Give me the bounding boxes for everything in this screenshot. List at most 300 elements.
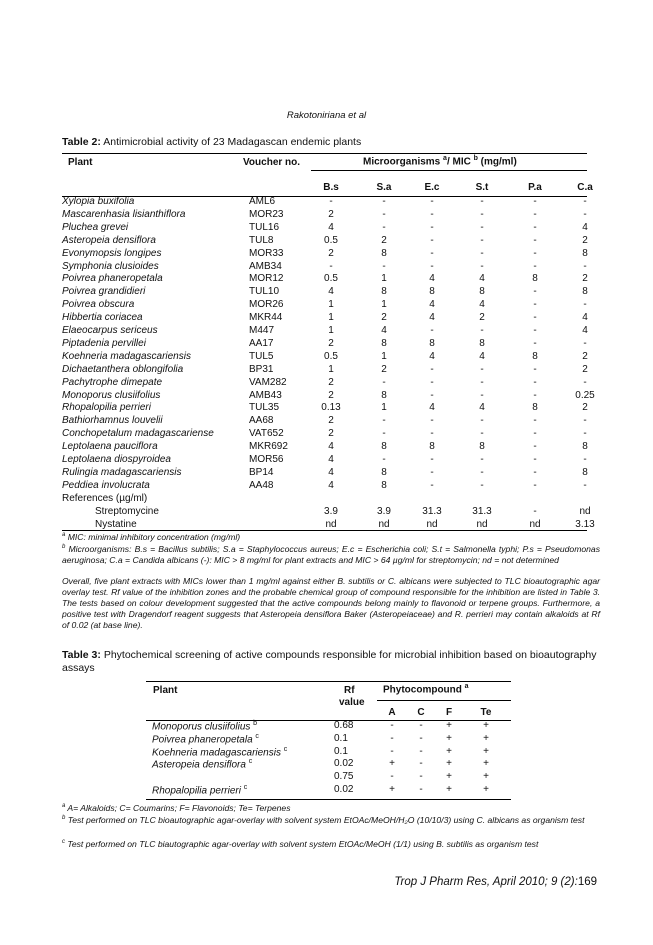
mic-value: 4 bbox=[479, 299, 485, 311]
table3-column-headers bbox=[152, 707, 512, 720]
phytocompound-result: - bbox=[419, 720, 423, 731]
voucher-no: VAM282 bbox=[249, 376, 287, 388]
phytocompound-result: - bbox=[419, 745, 423, 757]
reference-value: nd bbox=[426, 518, 438, 530]
mic-value: - bbox=[430, 247, 434, 259]
phytocompound-result: + bbox=[446, 771, 452, 783]
mic-value: 4 bbox=[429, 273, 435, 285]
phytocompound-result: + bbox=[483, 745, 489, 757]
table-row bbox=[62, 261, 592, 274]
mic-value: - bbox=[430, 479, 434, 491]
voucher-no: MOR12 bbox=[249, 273, 284, 285]
table3-footnote-c: $^c$ Test performed on TLC biautographic agar-overlay with solvent system EtOAc/MeOH (1/1) using B. subtilis as organism test bbox=[62, 838, 539, 849]
mic-value: 8 bbox=[429, 441, 435, 453]
table-row bbox=[62, 480, 592, 493]
plant-name: Monoporus clusiifolius $^b$ bbox=[152, 720, 258, 733]
table-row bbox=[62, 273, 592, 286]
table3-col-rf: Rf bbox=[344, 685, 355, 696]
mic-value: 1 bbox=[328, 325, 334, 336]
table3-group-rule bbox=[377, 700, 511, 701]
plant-name: Peddiea involucrata bbox=[62, 479, 150, 491]
phytocompound-result: - bbox=[419, 758, 423, 770]
mic-value: - bbox=[583, 208, 587, 220]
table-row bbox=[62, 351, 592, 364]
plant-name: Bathiorhamnus louvelii bbox=[62, 415, 163, 427]
phytocompound-result: + bbox=[483, 771, 489, 783]
mic-value: 2 bbox=[328, 415, 334, 427]
mic-value: - bbox=[533, 376, 537, 388]
mic-value: 8 bbox=[582, 441, 588, 453]
mic-value: - bbox=[430, 260, 434, 272]
mic-value: - bbox=[583, 415, 587, 427]
voucher-no: VAT652 bbox=[249, 428, 284, 440]
table2-col-2: E.c bbox=[424, 182, 440, 193]
rf-value: 0.1 bbox=[334, 745, 348, 757]
mic-value: 8 bbox=[381, 247, 387, 259]
table-row bbox=[62, 441, 592, 454]
table-row bbox=[62, 286, 592, 299]
table3-col-group: Phytocompound $^a$ bbox=[383, 683, 469, 696]
phytocompound-result: + bbox=[483, 784, 489, 795]
plant-name: Rhopalopilia perrieri $^c$ bbox=[152, 784, 248, 797]
table2-col-0: B.s bbox=[323, 182, 339, 193]
mic-value: - bbox=[533, 208, 537, 220]
mic-value: 2 bbox=[381, 363, 387, 375]
mic-value: 4 bbox=[328, 441, 334, 453]
table-row bbox=[62, 248, 592, 261]
phytocompound-result: + bbox=[389, 758, 395, 770]
mic-value: - bbox=[382, 260, 386, 272]
mic-value: 1 bbox=[328, 299, 334, 311]
voucher-no: TUL5 bbox=[249, 350, 274, 362]
table2-col-4: P.a bbox=[528, 182, 542, 193]
plant-name: Rulingia madagascariensis bbox=[62, 466, 182, 478]
mic-value: - bbox=[533, 260, 537, 272]
mic-value: 2 bbox=[582, 350, 588, 362]
mic-value: - bbox=[480, 234, 484, 246]
mic-value: 8 bbox=[532, 273, 538, 285]
footer-journal: Trop J Pharm Res, April 2010; 9 (2): bbox=[394, 876, 578, 888]
mic-value: 4 bbox=[328, 286, 334, 298]
voucher-no: AA48 bbox=[249, 479, 274, 491]
table2-col-voucher: Voucher no. bbox=[243, 157, 301, 168]
mic-value: - bbox=[480, 454, 484, 465]
table2-paragraph: Overall, five plant extracts with MICs lower than 1 mg/ml against either B. subtilis or C. albicans were subjected to TLC bioautographic agar overlay test. Rf value of the inhibition zones and the probable chemical group of compound responsible for the inhibition are listed in Table 3. The tests based on colour development suggested that the active compounds belong mainly to flavonoid or terpene groups. Furthermore, a positive test with Dragendorf reagent suggests that Asteropeia densiflora Baker (Asteropeiaceae) and R. perrieri may contain alkaloids at Rf of 0.02 (at base line). bbox=[62, 576, 600, 630]
table2-col-group: Microorganisms $^a$/ MIC $^b$ (mg/ml) bbox=[363, 155, 517, 168]
mic-value: - bbox=[533, 196, 537, 207]
table-row bbox=[152, 758, 512, 771]
phytocompound-result: + bbox=[446, 758, 452, 770]
phytocompound-result: + bbox=[446, 784, 452, 795]
plant-name: Symphonia clusioides bbox=[62, 260, 159, 272]
mic-value: 4 bbox=[479, 402, 485, 414]
mic-value: - bbox=[583, 196, 587, 207]
rf-value: 0.68 bbox=[334, 720, 354, 731]
mic-value: 8 bbox=[381, 466, 387, 478]
mic-value: - bbox=[533, 337, 537, 349]
plant-name: Leptolaena diospyroidea bbox=[62, 454, 171, 465]
voucher-no: TUL10 bbox=[249, 286, 280, 298]
voucher-no: MKR44 bbox=[249, 312, 283, 324]
mic-value: - bbox=[480, 363, 484, 375]
mic-value: 8 bbox=[582, 247, 588, 259]
table-row bbox=[62, 299, 592, 312]
table-row bbox=[62, 389, 595, 403]
mic-value: 2 bbox=[479, 312, 485, 324]
plant-name: Koehneria madagascariensis $^c$ bbox=[152, 745, 288, 758]
reference-name: Nystatine bbox=[95, 518, 137, 530]
mic-value: - bbox=[533, 479, 537, 491]
phytocompound-result: - bbox=[390, 771, 394, 783]
mic-value: 8 bbox=[381, 441, 387, 453]
reference-name: Streptomycine bbox=[95, 505, 159, 517]
mic-value: 4 bbox=[328, 466, 334, 478]
mic-value: 1 bbox=[328, 312, 334, 324]
mic-value: 8 bbox=[582, 466, 588, 478]
voucher-no: AMB43 bbox=[249, 389, 282, 401]
running-head: Rakotoniriana et al bbox=[286, 110, 367, 121]
plant-name: Mascarenhasia lisianthiflora bbox=[62, 208, 186, 220]
table2-title: Antimicrobial activity of 23 Madagascan endemic plants bbox=[103, 136, 362, 148]
mic-value: - bbox=[480, 260, 484, 272]
table3-col-2: F bbox=[445, 707, 453, 718]
table3-top-rule bbox=[146, 681, 511, 682]
mic-value: 4 bbox=[582, 325, 588, 336]
phytocompound-result: - bbox=[419, 732, 423, 744]
table-row bbox=[62, 377, 592, 390]
table2-footnote-b: $^b$ Microorganisms: B.s = Bacillus subtilis; S.a = Staphylococcus aureus; E.c = Escherichia coli; S.t = Salmonella typhi; P.s = Pseudomonas aeruginosa; C.a = Candida albicans (-): MIC > 8 mg/ml for plant extracts and MIC > 64 µg/ml for streptomycin; nd = not determined bbox=[62, 543, 600, 565]
mic-value: 8 bbox=[479, 286, 485, 298]
mic-value: 4 bbox=[381, 325, 387, 336]
mic-value: - bbox=[533, 428, 537, 440]
reference-value: 3.9 bbox=[324, 505, 338, 517]
references-label: References (µg/ml) bbox=[62, 492, 148, 504]
reference-row bbox=[62, 506, 592, 519]
phytocompound-result: - bbox=[390, 745, 394, 757]
phytocompound-result: + bbox=[446, 745, 452, 757]
mic-value: - bbox=[382, 415, 386, 427]
mic-value: 8 bbox=[582, 286, 588, 298]
mic-value: 0.5 bbox=[324, 273, 338, 285]
plant-name: Poivrea obscura bbox=[62, 299, 135, 311]
mic-value: - bbox=[430, 196, 434, 207]
mic-value: - bbox=[533, 299, 537, 311]
mic-value: - bbox=[583, 337, 587, 349]
mic-value: - bbox=[480, 325, 484, 336]
plant-name: Dichaetanthera oblongifolia bbox=[62, 363, 184, 375]
mic-value: 4 bbox=[479, 273, 485, 285]
mic-value: - bbox=[533, 234, 537, 246]
mic-value: - bbox=[533, 363, 537, 375]
phytocompound-result: + bbox=[446, 732, 452, 744]
plant-name: Pachytrophe dimepate bbox=[62, 376, 163, 388]
plant-name: Rhopalopilia perrieri bbox=[62, 402, 151, 414]
mic-value: - bbox=[533, 389, 537, 401]
mic-value: - bbox=[583, 260, 587, 272]
mic-value: - bbox=[382, 208, 386, 220]
table-row bbox=[62, 402, 592, 415]
mic-value: - bbox=[533, 247, 537, 259]
mic-value: 4 bbox=[429, 299, 435, 311]
mic-value: - bbox=[382, 428, 386, 440]
mic-value: 2 bbox=[381, 234, 387, 246]
reference-value: - bbox=[533, 505, 537, 517]
table-row bbox=[152, 746, 512, 759]
mic-value: 8 bbox=[479, 441, 485, 453]
plant-name: Poivrea phaneropetala bbox=[62, 273, 163, 285]
mic-value: 1 bbox=[381, 273, 387, 285]
table-row bbox=[62, 196, 592, 209]
table-row bbox=[62, 235, 592, 248]
plant-name: Hibbertia coriacea bbox=[62, 312, 143, 324]
mic-value: - bbox=[382, 376, 386, 388]
mic-value: - bbox=[430, 363, 434, 375]
mic-value: 8 bbox=[479, 337, 485, 349]
table3-caption bbox=[62, 649, 597, 675]
mic-value: 1 bbox=[381, 299, 387, 311]
mic-value: - bbox=[430, 466, 434, 478]
table2-footnote-a: $^a$ MIC: minimal inhibitory concentration (mg/ml) bbox=[62, 531, 241, 542]
mic-value: - bbox=[480, 196, 484, 207]
table3-col-3: Te bbox=[480, 707, 492, 718]
reference-value: nd bbox=[476, 518, 488, 530]
table-row bbox=[62, 325, 592, 338]
reference-value: nd bbox=[325, 518, 337, 530]
mic-value: 0.13 bbox=[321, 402, 341, 414]
table-row bbox=[62, 454, 592, 467]
mic-value: - bbox=[533, 221, 537, 233]
mic-value: - bbox=[480, 415, 484, 427]
mic-value: 8 bbox=[381, 337, 387, 349]
mic-value: 0.5 bbox=[324, 350, 338, 362]
table3-col-1: C bbox=[417, 707, 425, 718]
mic-value: - bbox=[480, 208, 484, 220]
plant-name: Koehneria madagascariensis bbox=[62, 350, 191, 362]
voucher-no: TUL16 bbox=[249, 221, 280, 233]
mic-value: 8 bbox=[381, 389, 387, 401]
footer-page-number: 169 bbox=[577, 876, 597, 888]
voucher-no: MOR33 bbox=[249, 247, 284, 259]
voucher-no: MOR56 bbox=[249, 454, 284, 465]
mic-value: 4 bbox=[328, 454, 334, 465]
phytocompound-result: + bbox=[483, 758, 489, 770]
mic-value: - bbox=[480, 247, 484, 259]
table-row bbox=[62, 415, 592, 428]
mic-value: - bbox=[533, 415, 537, 427]
mic-value: 2 bbox=[328, 247, 334, 259]
mic-value: 2 bbox=[582, 363, 588, 375]
table-row bbox=[62, 222, 592, 235]
table3-footnote-b: $^b$ Test performed on TLC bioautographic agar-overlay with solvent system EtOAc/MeOH/H₂O (10/10/3) using C. albicans as organism test bbox=[62, 814, 585, 825]
mic-value: 2 bbox=[328, 208, 334, 220]
table-row bbox=[62, 364, 592, 377]
table2-top-rule bbox=[62, 153, 587, 154]
mic-value: 8 bbox=[429, 337, 435, 349]
table-row bbox=[152, 784, 512, 797]
rf-value: 0.02 bbox=[334, 784, 354, 795]
mic-value: - bbox=[329, 196, 333, 207]
table3-col-0: A bbox=[388, 707, 396, 718]
table2-col-plant: Plant bbox=[68, 157, 93, 168]
voucher-no: AA68 bbox=[249, 415, 274, 427]
mic-value: - bbox=[382, 454, 386, 465]
phytocompound-result: + bbox=[483, 720, 489, 731]
mic-value: 1 bbox=[381, 402, 387, 414]
mic-value: 2 bbox=[328, 428, 334, 440]
reference-value: nd bbox=[378, 518, 390, 530]
plant-name: Leptolaena pauciflora bbox=[62, 441, 158, 453]
mic-value: 1 bbox=[328, 363, 334, 375]
plant-name: Poivrea grandidieri bbox=[62, 286, 146, 298]
reference-value: 31.3 bbox=[472, 505, 492, 517]
plant-name: Monoporus clusiifolius bbox=[62, 389, 161, 401]
rf-value: 0.75 bbox=[334, 771, 354, 783]
mic-value: 4 bbox=[582, 221, 588, 233]
mic-value: - bbox=[583, 479, 587, 491]
table3-bottom-rule bbox=[146, 799, 511, 800]
mic-value: - bbox=[430, 454, 434, 465]
mic-value: 4 bbox=[479, 350, 485, 362]
voucher-no: MKR692 bbox=[249, 441, 288, 453]
mic-value: - bbox=[430, 428, 434, 440]
mic-value: - bbox=[480, 428, 484, 440]
table3-col-plant: Plant bbox=[153, 685, 178, 696]
table2-caption bbox=[62, 136, 602, 148]
mic-value: - bbox=[533, 325, 537, 336]
mic-value: 4 bbox=[582, 312, 588, 324]
plant-name: Piptadenia pervillei bbox=[62, 337, 146, 349]
mic-value: - bbox=[430, 234, 434, 246]
voucher-no: TUL8 bbox=[249, 234, 274, 246]
mic-value: - bbox=[329, 260, 333, 272]
phytocompound-result: + bbox=[446, 720, 452, 731]
table-row bbox=[152, 771, 512, 784]
table2-col-5: C.a bbox=[577, 182, 593, 193]
mic-value: - bbox=[480, 389, 484, 401]
mic-value: 8 bbox=[381, 286, 387, 298]
mic-value: - bbox=[382, 221, 386, 233]
voucher-no: MOR23 bbox=[249, 208, 284, 220]
reference-value: nd bbox=[579, 505, 591, 517]
mic-value: - bbox=[480, 466, 484, 478]
table2-group-rule bbox=[311, 170, 587, 171]
mic-value: 2 bbox=[328, 376, 334, 388]
mic-value: 2 bbox=[582, 402, 588, 414]
page-footer bbox=[394, 876, 597, 888]
mic-value: 2 bbox=[381, 312, 387, 324]
plant-name: Xylopia buxifolia bbox=[62, 196, 135, 207]
voucher-no: BP14 bbox=[249, 466, 274, 478]
rf-value: 0.02 bbox=[334, 758, 354, 770]
mic-value: - bbox=[430, 415, 434, 427]
table-row bbox=[62, 312, 592, 325]
table2-col-1: S.a bbox=[376, 182, 392, 193]
reference-value: 31.3 bbox=[422, 505, 442, 517]
rf-value: 0.1 bbox=[334, 732, 348, 744]
voucher-no: MOR26 bbox=[249, 299, 284, 311]
table-row bbox=[62, 338, 592, 351]
mic-value: - bbox=[430, 221, 434, 233]
plant-name: Pluchea grevei bbox=[62, 221, 129, 233]
plant-name: Evonymopsis longipes bbox=[62, 247, 162, 259]
mic-value: 1 bbox=[381, 350, 387, 362]
plant-name: Poivrea phaneropetala $^c$ bbox=[152, 732, 259, 746]
plant-name: Asteropeia densiflora bbox=[62, 234, 156, 246]
mic-value: - bbox=[533, 286, 537, 298]
voucher-no: AML6 bbox=[249, 196, 276, 207]
reference-value: nd bbox=[529, 518, 541, 530]
mic-value: - bbox=[430, 325, 434, 336]
mic-value: - bbox=[533, 441, 537, 453]
mic-value: 2 bbox=[582, 273, 588, 285]
mic-value: 4 bbox=[429, 350, 435, 362]
voucher-no: TUL35 bbox=[249, 402, 280, 414]
reference-value: 3.9 bbox=[377, 505, 391, 517]
mic-value: 8 bbox=[532, 402, 538, 414]
voucher-no: BP31 bbox=[249, 363, 274, 375]
mic-value: - bbox=[583, 454, 587, 465]
voucher-no: AA17 bbox=[249, 337, 274, 349]
mic-value: - bbox=[480, 221, 484, 233]
table2-column-headers bbox=[62, 182, 592, 195]
mic-value: - bbox=[430, 376, 434, 388]
mic-value: - bbox=[583, 299, 587, 311]
mic-value: - bbox=[533, 466, 537, 478]
phytocompound-result: - bbox=[390, 720, 394, 731]
phytocompound-result: - bbox=[419, 771, 423, 783]
plant-name: Conchopetalum madagascariense bbox=[62, 428, 214, 440]
mic-value: - bbox=[583, 428, 587, 440]
mic-value: 4 bbox=[429, 402, 435, 414]
mic-value: 0.5 bbox=[324, 234, 338, 246]
mic-value: - bbox=[430, 389, 434, 401]
mic-value: - bbox=[430, 208, 434, 220]
table3-footnote-a: $^a$ A= Alkaloids; C= Coumarins; F= Flavonoids; Te= Terpenes bbox=[62, 802, 291, 813]
phytocompound-result: + bbox=[389, 784, 395, 795]
table2-label: Table 2: bbox=[62, 136, 101, 148]
table3-label: Table 3: bbox=[62, 649, 101, 661]
mic-value: - bbox=[533, 454, 537, 465]
phytocompound-result: - bbox=[390, 732, 394, 744]
table-row bbox=[62, 467, 592, 480]
mic-value: 4 bbox=[429, 312, 435, 324]
mic-value: - bbox=[480, 376, 484, 388]
table-row bbox=[62, 428, 592, 441]
mic-value: 2 bbox=[582, 234, 588, 246]
mic-value: 4 bbox=[328, 221, 334, 233]
mic-value: - bbox=[480, 479, 484, 491]
plant-name: Asteropeia densiflora $^c$ bbox=[152, 758, 253, 771]
table3-title: Phytochemical screening of active compounds responsible for microbial inhibition based on bioautography assays bbox=[62, 649, 597, 674]
mic-value: - bbox=[533, 312, 537, 324]
mic-value: - bbox=[583, 376, 587, 388]
mic-value: 2 bbox=[328, 337, 334, 349]
mic-value: 8 bbox=[429, 286, 435, 298]
mic-value: 2 bbox=[328, 389, 334, 401]
mic-value: 4 bbox=[328, 479, 334, 491]
table-row bbox=[152, 733, 512, 746]
mic-value: 8 bbox=[532, 350, 538, 362]
reference-value: 3.13 bbox=[575, 518, 595, 530]
phytocompound-result: - bbox=[419, 784, 423, 795]
mic-value: 8 bbox=[381, 479, 387, 491]
mic-value: - bbox=[382, 196, 386, 207]
voucher-no: M447 bbox=[249, 325, 275, 336]
table3-col-rf-value: value bbox=[339, 697, 365, 708]
mic-value: 0.25 bbox=[575, 389, 595, 401]
phytocompound-result: + bbox=[483, 732, 489, 744]
voucher-no: AMB34 bbox=[249, 260, 282, 272]
